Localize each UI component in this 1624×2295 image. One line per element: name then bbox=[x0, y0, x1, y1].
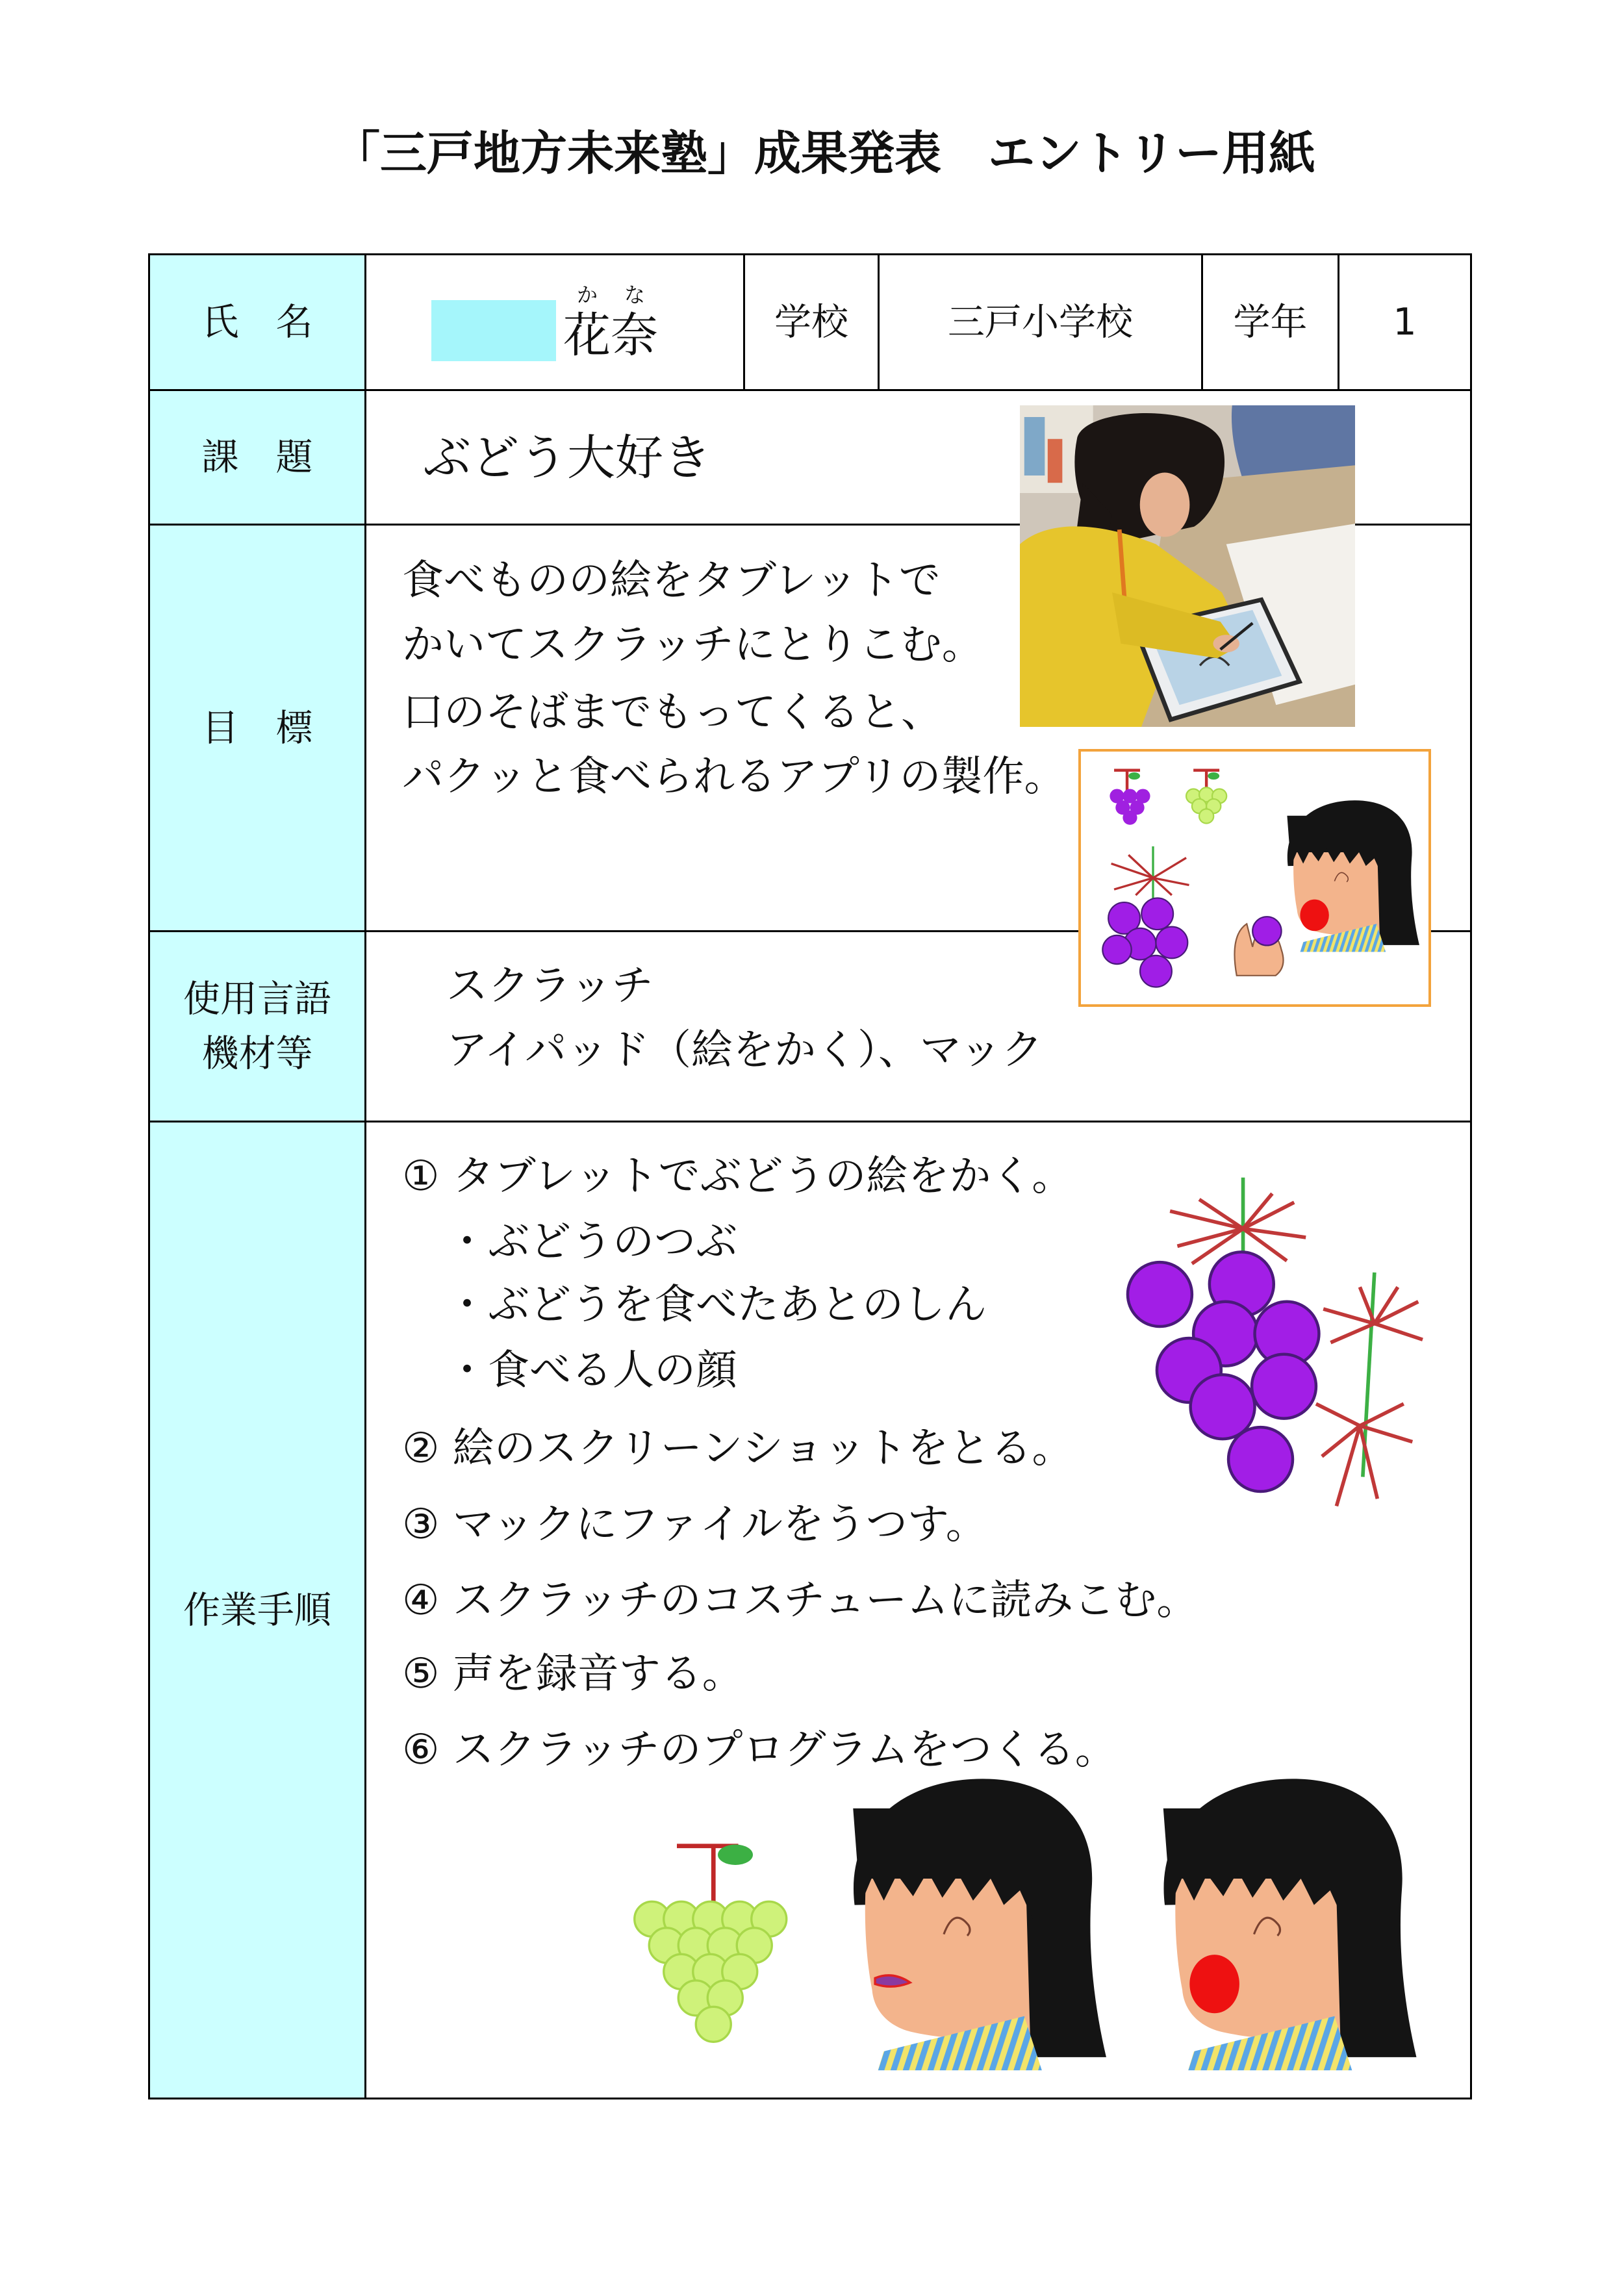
label-tools-cell bbox=[148, 930, 364, 1121]
goal-line: かいてスクラッチにとりこむ。 bbox=[402, 621, 983, 669]
name-redaction-block bbox=[431, 300, 556, 361]
school-label: 学校 bbox=[774, 301, 848, 344]
goal-line: 食べものの絵をタブレットで bbox=[402, 557, 941, 605]
grape-bunch-illustration bbox=[1116, 1163, 1434, 1514]
step-subitem: ・ぶどうを食べたあとのしん bbox=[446, 1281, 987, 1329]
step-subitem: ・ぶどうのつぶ bbox=[446, 1218, 737, 1266]
tools-line: アイパッド（絵をかく）、マック bbox=[446, 1026, 1043, 1074]
hand-holding-grape-icon bbox=[1234, 917, 1283, 976]
girl-face-closed-mouth-icon bbox=[853, 1779, 1106, 2070]
label-tools-line2: 機材等 bbox=[201, 1032, 313, 1075]
student-given-name: 花奈 bbox=[563, 308, 658, 363]
small-green-grape-icon bbox=[1186, 770, 1226, 824]
step-item: ① タブレットでぶどうの絵をかく。 bbox=[402, 1152, 1074, 1200]
grade-value: 1 bbox=[1393, 301, 1417, 344]
label-topic-cell bbox=[148, 389, 364, 524]
grade-label-cell bbox=[1201, 253, 1338, 389]
faces-illustration bbox=[846, 1769, 1437, 2081]
illustration-frame bbox=[1078, 749, 1431, 1007]
school-name: 三戸小学校 bbox=[948, 301, 1133, 344]
girl-face-icon bbox=[1287, 800, 1419, 952]
school-label-cell bbox=[743, 253, 878, 389]
label-topic: 課 題 bbox=[201, 436, 313, 479]
photo-student-with-tablet bbox=[1020, 405, 1355, 727]
topic-text: ぶどう大好き bbox=[423, 430, 711, 486]
step-item: ⑤ 声を録音する。 bbox=[402, 1650, 744, 1698]
step-item: ③ マックにファイルをうつす。 bbox=[402, 1501, 987, 1549]
goal-line: 口のそばまでもってくると、 bbox=[402, 689, 943, 737]
step-subitem: ・食べる人の顔 bbox=[446, 1347, 737, 1395]
grade-label: 学年 bbox=[1233, 301, 1308, 344]
tools-line: スクラッチ bbox=[446, 962, 653, 1010]
grade-value-cell bbox=[1338, 253, 1470, 389]
step-item: ⑥ スクラッチのプログラムをつくる。 bbox=[402, 1726, 1117, 1774]
girl-face-open-mouth-icon bbox=[1163, 1779, 1417, 2070]
small-purple-grape-icon bbox=[1110, 770, 1150, 825]
step-item: ④ スクラッチのコスチュームに読みこむ。 bbox=[402, 1577, 1199, 1625]
step-item: ② 絵のスクリーンショットをとる。 bbox=[402, 1425, 1074, 1473]
grape-bunch-icon bbox=[1102, 846, 1189, 987]
label-name: 氏 名 bbox=[201, 301, 313, 344]
green-grape-illustration bbox=[624, 1818, 806, 2058]
furigana-ka: か bbox=[577, 283, 598, 307]
label-tools-line1: 使用言語 bbox=[183, 978, 331, 1021]
label-steps-cell bbox=[148, 1121, 364, 2098]
goal-line: パクッと食べられるアプリの製作。 bbox=[402, 753, 1066, 801]
furigana-na: な bbox=[624, 283, 646, 307]
label-goal-cell bbox=[148, 524, 364, 930]
label-goal: 目 標 bbox=[201, 706, 313, 750]
grape-core-icon bbox=[1316, 1273, 1423, 1506]
label-steps: 作業手順 bbox=[183, 1588, 331, 1632]
school-value-cell bbox=[878, 253, 1201, 389]
label-name-cell bbox=[148, 253, 364, 389]
girl-eating-grape-illustration bbox=[1081, 752, 1428, 1004]
form-title: 「三戸地方未来塾」成果発表 エントリー用紙 bbox=[333, 126, 1316, 181]
